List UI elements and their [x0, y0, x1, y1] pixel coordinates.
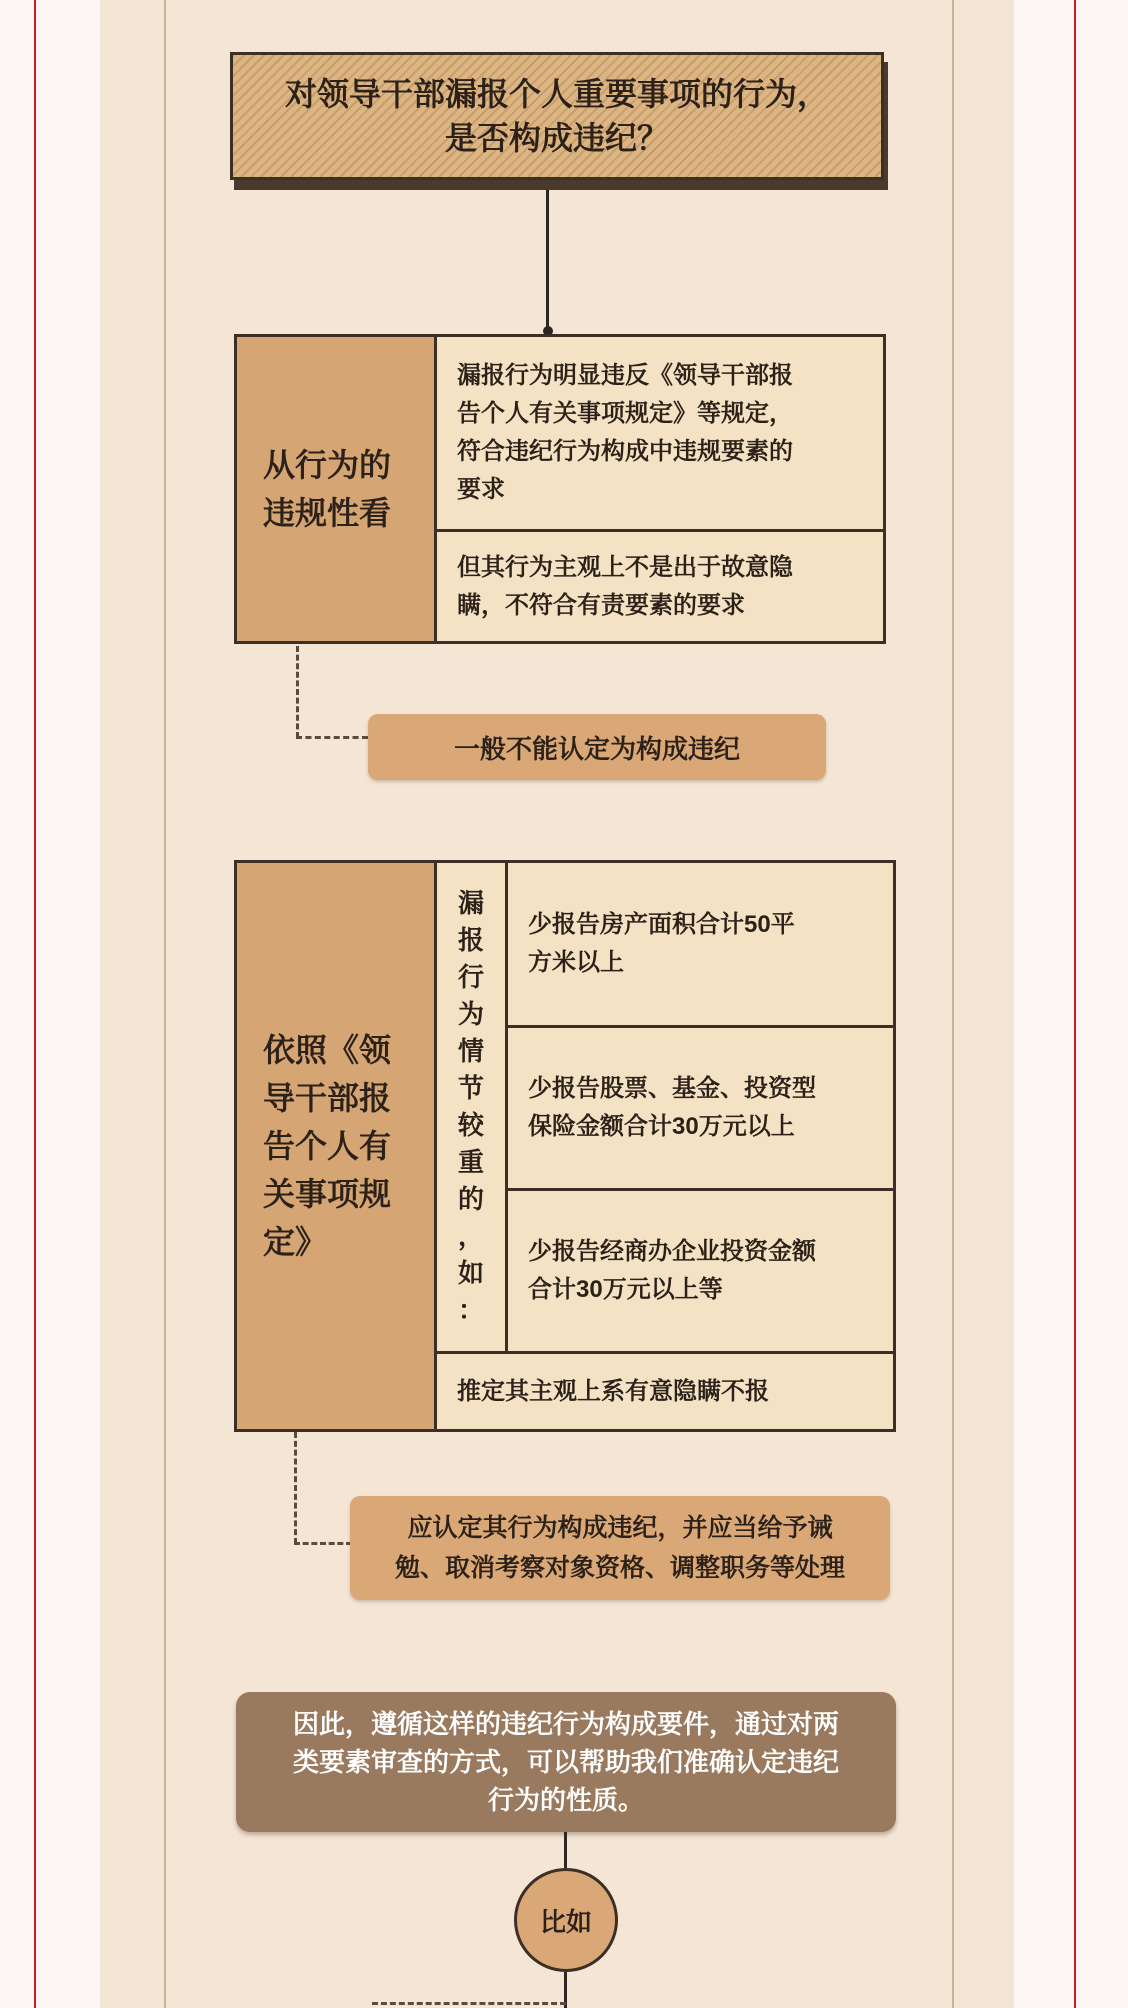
presumed-intent-cell: 推定其主观上系有意隐瞒不报: [457, 1377, 769, 1405]
violation-perspective-label: 从行为的 违规性看: [237, 337, 437, 641]
vertical-char: 如: [457, 1258, 484, 1288]
summary-note: 因此，遵循这样的违纪行为构成要件，通过对两 类要素审查的方式，可以帮助我们准确认定违纪 行为的性质。: [236, 1692, 896, 1832]
violation-analysis-table: [234, 334, 886, 644]
vertical-char: 为: [457, 999, 484, 1029]
conclusion-not-violation: 一般不能认定为构成违纪: [368, 714, 826, 780]
vertical-char: ，: [457, 1221, 484, 1251]
vertical-char: 较: [457, 1110, 484, 1140]
item-business-investment: 少报告经商办企业投资金额 合计30万元以上等: [528, 1238, 816, 1303]
vertical-char: 的: [457, 1184, 484, 1214]
example-badge: 比如: [514, 1868, 618, 1972]
dashed-connector: [294, 1432, 297, 1544]
no-intent-cell: 但其行为主观上不是出于故意隐 瞒，不符合有责要素的要求: [457, 553, 793, 619]
panel-inner-line-right: [952, 0, 954, 2008]
vertical-char: 漏: [457, 888, 484, 918]
vertical-char: 节: [457, 1073, 484, 1103]
rule-violation-cell: 漏报行为明显违反《领导干部报 告个人有关事项规定》等规定， 符合违纪行为构成中违规要素的 要求: [457, 362, 793, 503]
item-property-area: 少报告房产面积合计50平 方米以上: [528, 911, 795, 976]
regulation-table: [234, 860, 896, 1432]
dashed-connector: [372, 2002, 566, 2005]
vertical-char: 情: [457, 1036, 484, 1066]
dashed-connector: [296, 736, 368, 739]
regulation-basis-label: 依照《领 导干部报 告个人有 关事项规 定》: [237, 863, 437, 1429]
vertical-char: 重: [457, 1147, 484, 1177]
item-stocks-funds: 少报告股票、基金、投资型 保险金额合计30万元以上: [528, 1075, 816, 1140]
vertical-char: ：: [457, 1295, 484, 1325]
dashed-connector: [294, 1542, 352, 1545]
vertical-char: 行: [457, 962, 484, 992]
vertical-char: 报: [457, 925, 484, 955]
connector-line: [546, 190, 549, 330]
dashed-connector: [296, 646, 299, 738]
conclusion-violation: 应认定其行为构成违纪，并应当给予诫 勉、取消考察对象资格、调整职务等处理: [350, 1496, 890, 1600]
serious-circumstances-label: [437, 863, 505, 1351]
question-title: 对领导干部漏报个人重要事项的行为， 是否构成违纪？: [230, 52, 884, 180]
panel-inner-line-left: [164, 0, 166, 2008]
